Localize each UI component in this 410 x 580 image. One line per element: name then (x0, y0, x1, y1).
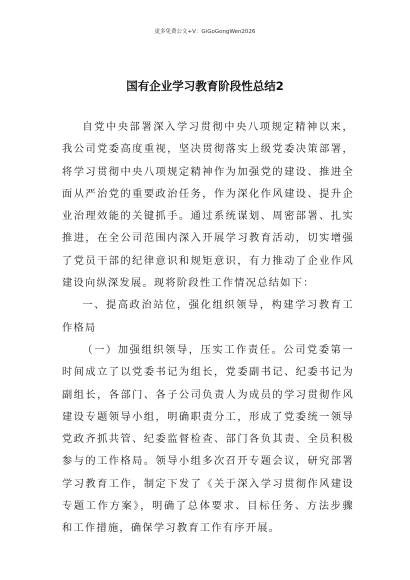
page-header: 更多免费公文+V：GiGoGongWen2026 (154, 29, 256, 35)
subsection-paragraph: （一）加强组织领导，压实工作责任。公司党委第一时间成立了以党委书记为组长，党委副书记、纪委书记为副组长，各部门、各子公司负责人为成员的学习贯彻作风建设专题领导小组，明确职责分工，形成了党委统一领导党政齐抓共管、纪委监督检查、部门各负其责、全员积极参与的工作格局。领导小组多次召开专题会议，研究部署学习教育工作，制定下发了《关于深入学习贯彻作风建设专题工作方案》，明确了总体要求、目标任务、方法步骤和工作措施，确保学习教育工作有序开展。 (62, 344, 354, 535)
intro-paragraph: 自党中央部署深入学习贯彻中央八项规定精神以来，我公司党委高度重视，坚决贯彻落实上级党委决策部署，将学习贯彻中央八项规定精神作为加强党的建设、推进全面从严治党的重要政治任务，作为深化作风建设、提升企业治理效能的关键抓手。通过系统谋划、周密部署、扎实推进，在全公司范围内深入开展学习教育活动，切实增强了党员干部的纪律意识和规矩意识，有力推动了企业作风建设向纵深发展。现将阶段性工作情况总结如下： (62, 122, 354, 290)
section-heading: 一、提高政治站位，强化组织领导，构建学习教育工作格局 (62, 300, 354, 334)
document-title: 国有企业学习教育阶段性总结2 (126, 79, 284, 93)
document-body (62, 117, 354, 541)
